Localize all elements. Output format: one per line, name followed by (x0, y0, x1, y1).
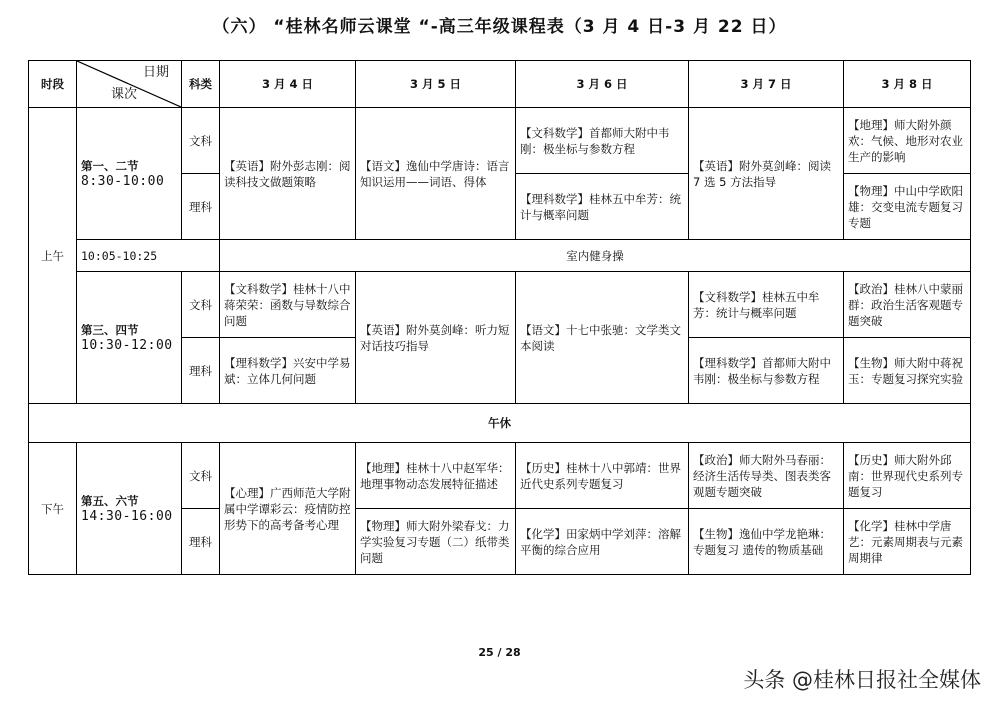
course-cell: 【理科数学】首都师大附中韦刚：极坐标与参数方程 (689, 338, 844, 404)
slot-time: 14:30-16:00 (81, 508, 173, 524)
schedule-table (28, 60, 971, 575)
course-cell: 【政治】师大附外马春丽：经济生活传导类、图表类客观题专题突破 (689, 443, 844, 509)
track-science: 理科 (182, 509, 220, 575)
course-cell: 【英语】附外莫剑峰：听力短对话技巧指导 (356, 272, 516, 404)
header-day: 3 月 6 日 (516, 61, 689, 108)
break-label: 室内健身操 (220, 240, 971, 272)
watermark: 头条 @桂林日报社全媒体 (743, 668, 981, 692)
header-day: 3 月 5 日 (356, 61, 516, 108)
track-arts: 文科 (182, 108, 220, 174)
header-day: 3 月 7 日 (689, 61, 844, 108)
course-cell: 【物理】师大附外梁春戈：力学实验复习专题（二）纸带类问题 (356, 509, 516, 575)
course-cell: 【化学】田家炳中学刘萍：溶解平衡的综合应用 (516, 509, 689, 575)
page-title: （六） “桂林名师云课堂 “-高三年级课程表（3 月 4 日-3 月 22 日） (212, 17, 787, 37)
table-row (29, 108, 971, 174)
course-cell: 【历史】师大附外邱南：世界现代史系列专题复习 (844, 443, 971, 509)
course-cell: 【文科数学】桂林五中牟芳：统计与概率问题 (689, 272, 844, 338)
header-day: 3 月 8 日 (844, 61, 971, 108)
course-cell: 【文科数学】首都师大附中韦刚：极坐标与参数方程 (516, 108, 689, 174)
course-cell: 【化学】桂林中学唐艺：元素周期表与元素周期律 (844, 509, 971, 575)
course-cell: 【心理】广西师范大学附属中学谭彩云：疫情防控形势下的高考备考心理 (220, 443, 356, 575)
table-row (29, 443, 971, 509)
header-day: 3 月 4 日 (220, 61, 356, 108)
course-cell: 【历史】桂林十八中郭靖：世界近代史系列专题复习 (516, 443, 689, 509)
header-subject-type: 科类 (182, 61, 220, 108)
track-science: 理科 (182, 174, 220, 240)
break-row (29, 240, 971, 272)
slot-time: 10:30-12:00 (81, 337, 173, 353)
track-arts: 文科 (182, 272, 220, 338)
slot-cell (77, 443, 182, 575)
period-afternoon: 下午 (29, 443, 77, 575)
track-science: 理科 (182, 338, 220, 404)
course-cell: 【文科数学】桂林十八中蒋荣荣：函数与导数综合问题 (220, 272, 356, 338)
lunch-label: 午休 (29, 404, 971, 443)
course-cell: 【生物】师大附中蒋祝玉：专题复习探究实验 (844, 338, 971, 404)
course-cell: 【语文】十七中张驰：文学类文本阅读 (516, 272, 689, 404)
course-cell: 【政治】桂林八中蒙丽群：政治生活客观题专题突破 (844, 272, 971, 338)
header-slot-label: 课次 (111, 87, 138, 102)
course-cell: 【英语】附外莫剑峰：阅读 7 选 5 方法指导 (689, 108, 844, 240)
slot-name: 第五、六节 (81, 493, 139, 508)
course-cell: 【英语】附外彭志刚：阅读科技文做题策略 (220, 108, 356, 240)
lunch-row (29, 404, 971, 443)
track-arts: 文科 (182, 443, 220, 509)
header-date-label: 日期 (142, 65, 169, 80)
slot-cell (77, 108, 182, 240)
course-cell: 【生物】逸仙中学龙艳琳：专题复习 遗传的物质基础 (689, 509, 844, 575)
page-number: 25 / 28 (478, 646, 521, 659)
header-period: 时段 (29, 61, 77, 108)
slot-name: 第一、二节 (81, 158, 139, 173)
header-row (29, 61, 971, 108)
slot-cell (77, 272, 182, 404)
course-cell: 【地理】师大附外颜欢：气候、地形对农业生产的影响 (844, 108, 971, 174)
slot-name: 第三、四节 (81, 322, 139, 337)
slot-time: 8:30-10:00 (81, 173, 165, 189)
course-cell: 【地理】桂林十八中赵军华：地理事物动态发展特征描述 (356, 443, 516, 509)
break-time: 10:05-10:25 (77, 240, 220, 272)
course-cell: 【语文】逸仙中学唐诗：语言知识运用——词语、得体 (356, 108, 516, 240)
course-cell: 【理科数学】兴安中学易斌：立体几何问题 (220, 338, 356, 404)
header-corner (77, 61, 182, 108)
period-morning: 上午 (29, 108, 77, 404)
table-row (29, 272, 971, 338)
course-cell: 【物理】中山中学欧阳雄：交变电流专题复习专题 (844, 174, 971, 240)
course-cell: 【理科数学】桂林五中牟芳：统计与概率问题 (516, 174, 689, 240)
